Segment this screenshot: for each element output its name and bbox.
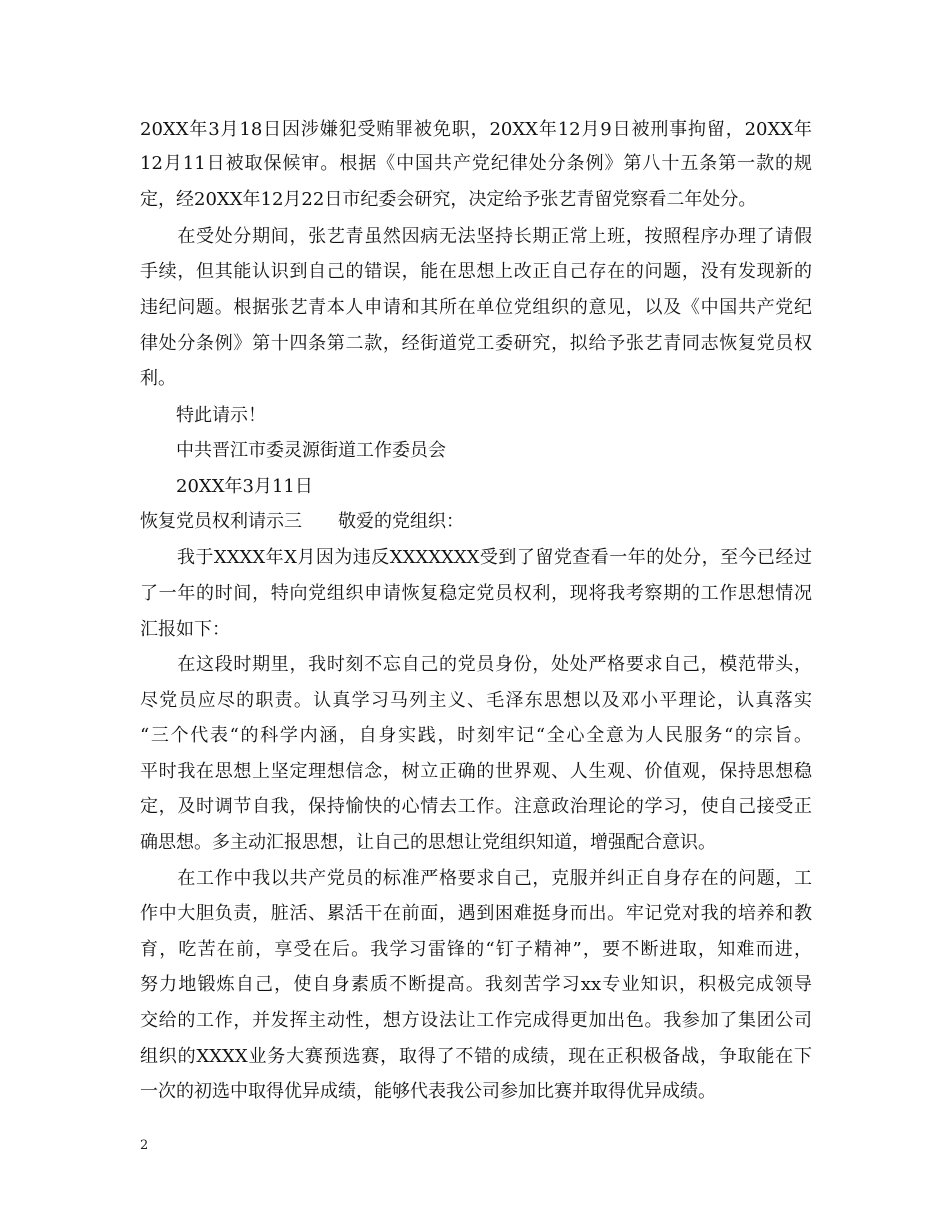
text-line: 平时我在思想上坚定理想信念，树立正确的世界观、人生观、价值观，保持思想稳 bbox=[140, 761, 812, 782]
section-heading: 恢复党员权利请示三 敬爱的党组织： bbox=[140, 511, 464, 532]
signature-date: 20XX年3月11日 bbox=[140, 476, 313, 497]
text-line: 定，经20XX年12月22日市纪委会研究，决定给予张艺青留党察看二年处分。 bbox=[140, 189, 757, 210]
text-line: 律处分条例》第十四条第二款，经街道党工委研究，拟给予张艺青同志恢复党员权 bbox=[140, 333, 812, 354]
text-line: 12月11日被取保候审。根据《中国共产党纪律处分条例》第八十五条第一款的规 bbox=[140, 153, 812, 174]
text-line: 20XX年3月18日因涉嫌犯受贿罪被免职，20XX年12月9日被刑事拘留，20XX年 bbox=[140, 119, 812, 140]
text-line: 利。 bbox=[140, 368, 176, 389]
text-line: 在这段时期里，我时刻不忘自己的党员身份，处处严格要求自己，模范带头， bbox=[140, 654, 812, 675]
text-line: 定，及时调节自我，保持愉快的心情去工作。注意政治理论的学习，使自己接受正 bbox=[140, 796, 812, 817]
text-line: 确思想。多主动汇报思想，让自己的思想让党组织知道，增强配合意识。 bbox=[140, 832, 716, 853]
text-line: 我于XXXX年X月因为违反XXXXXXX受到了留党查看一年的处分，至今已经过 bbox=[140, 547, 812, 568]
page-number: 2 bbox=[140, 1138, 149, 1153]
text-line: 作中大胆负责，脏活、累活干在前面，遇到困难挺身而出。牢记党对我的培养和教 bbox=[140, 903, 812, 924]
text-line: 在工作中我以共产党员的标准严格要求自己，克服并纠正自身存在的问题，工 bbox=[140, 868, 812, 889]
text-line: 尽党员应尽的职责。认真学习马列主义、毛泽东思想以及邓小平理论，认真落实 bbox=[140, 690, 812, 711]
text-line: 交给的工作，并发挥主动性，想方设法让工作完成得更加出色。我参加了集团公司 bbox=[140, 1010, 812, 1031]
text-line: 努力地锻炼自己，使自身素质不断提高。我刻苦学习xx专业知识，积极完成领导 bbox=[140, 974, 812, 995]
text-line: 了一年的时间，特向党组织申请恢复稳定党员权利，现将我考察期的工作思想情况 bbox=[140, 583, 812, 604]
text-line: 手续，但其能认识到自己的错误，能在思想上改正自己存在的问题，没有发现新的 bbox=[140, 261, 812, 282]
text-line: 在受处分期间，张艺青虽然因病无法坚持长期正常上班，按照程序办理了请假 bbox=[140, 226, 812, 247]
closing-line: 特此请示！ bbox=[140, 405, 266, 426]
text-line: “三个代表“的科学内涵，自身实践，时刻牢记“全心全意为人民服务“的宗旨。 bbox=[140, 725, 812, 746]
text-line: 育，吃苦在前，享受在后。我学习雷锋的“钉子精神”，要不断进取，知难而进， bbox=[140, 939, 812, 960]
text-line: 一次的初选中取得优异成绩，能够代表我公司参加比赛并取得优异成绩。 bbox=[140, 1081, 716, 1102]
text-line: 违纪问题。根据张艺青本人申请和其所在单位党组织的意见，以及《中国共产党纪 bbox=[140, 297, 812, 318]
text-line: 汇报如下： bbox=[140, 619, 230, 640]
signature-organization: 中共晋江市委灵源街道工作委员会 bbox=[140, 440, 446, 461]
text-line: 组织的XXXX业务大赛预选赛，取得了不错的成绩，现在正积极备战，争取能在下 bbox=[140, 1046, 812, 1067]
